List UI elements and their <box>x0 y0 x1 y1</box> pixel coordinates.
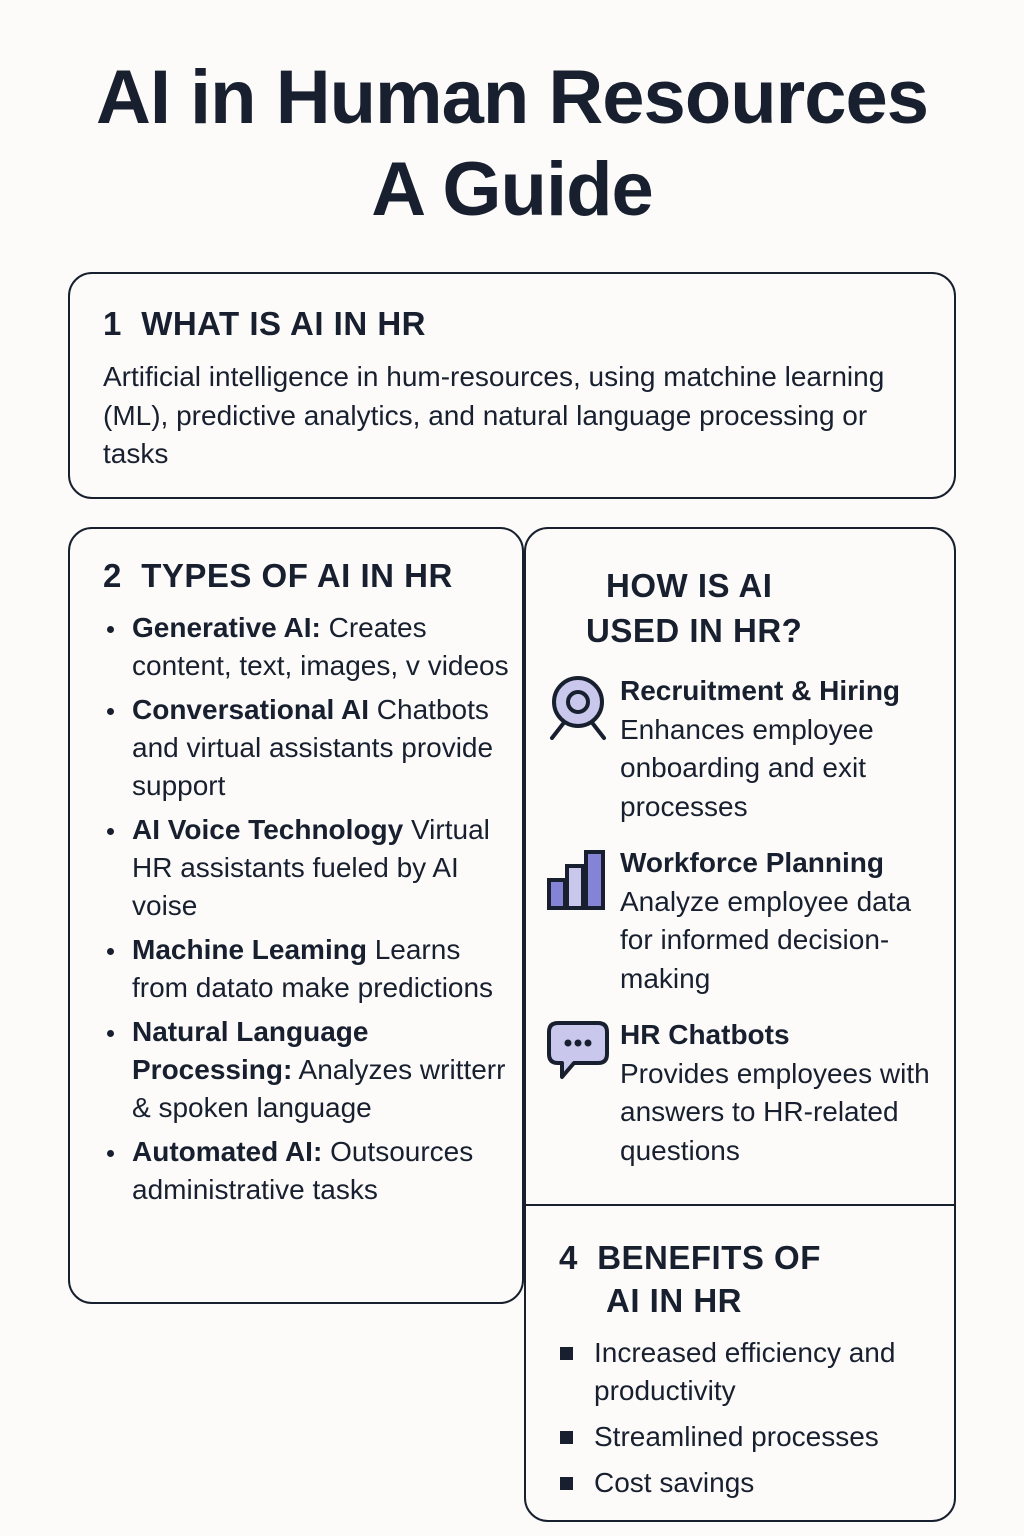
types-list <box>104 609 514 1215</box>
use-item-recruitment <box>546 672 946 826</box>
list-item <box>104 691 514 805</box>
section-heading: 2 TYPES OF AI IN HR <box>103 557 453 594</box>
section-heading-line-1: 4 BENEFITS OF <box>559 1239 821 1276</box>
bar-chart-icon <box>546 844 620 917</box>
item-title: HR Chatbots <box>620 1019 790 1050</box>
item-title: Conversational AI <box>132 694 370 725</box>
item-title: Generative AI: <box>132 612 321 643</box>
item-text: Outsources administrative tasks <box>132 1136 474 1205</box>
section-what-is-ai <box>68 272 956 499</box>
item-text: Analyze employee data for informed decision-making <box>620 885 912 994</box>
list-item <box>104 609 514 685</box>
use-item-chatbots <box>546 1016 946 1170</box>
item-title: Machine Leaming <box>132 934 367 965</box>
section-heading-line-2: USED IN HR? <box>586 612 803 649</box>
recruitment-icon <box>546 672 620 753</box>
item-text: Creates content, text, images, v videos <box>132 612 509 681</box>
item-text: Virtual HR assistants fueled by AI voise <box>132 814 490 921</box>
section-types-of-ai <box>68 527 524 1304</box>
section-how-ai-used <box>524 527 956 1207</box>
list-item: Increased efficiency and productivity <box>560 1334 930 1410</box>
use-item-text-block <box>620 844 930 998</box>
item-text: Chatbots and virtual assistants provide support <box>132 694 494 801</box>
benefits-list <box>560 1334 930 1510</box>
section-heading: 1 WHAT IS AI IN HR <box>103 305 426 342</box>
item-title: Natural Language Processing: <box>132 1016 369 1085</box>
uses-list <box>546 672 946 1170</box>
item-title: Automated AI: <box>132 1136 323 1167</box>
list-item <box>104 1013 514 1127</box>
title-line-1: AI in Human Resources <box>95 55 929 140</box>
item-title: Recruitment & Hiring <box>620 675 901 706</box>
list-item: Streamlined processes <box>560 1418 930 1456</box>
section-body: Artificial intelligence in hum-resources, using matchine learning (ML), predictive analytics, and natural language processing or tasks <box>103 361 885 469</box>
item-text: Provides employees with answers to HR-related questions <box>620 1057 930 1166</box>
section-heading-line-2: AI IN HR <box>606 1282 742 1319</box>
item-title: Workforce Planning <box>620 847 884 878</box>
list-item <box>104 931 514 1007</box>
section-heading-line-1: HOW IS AI <box>606 567 773 604</box>
list-item <box>104 1133 514 1209</box>
use-item-text-block <box>620 672 930 826</box>
list-item: Cost savings <box>560 1464 930 1502</box>
item-text: Analyzes writterr & spoken language <box>132 1054 506 1123</box>
section-benefits <box>524 1204 956 1522</box>
use-item-workforce <box>546 844 946 998</box>
list-item <box>104 811 514 925</box>
use-item-text-block <box>620 1016 930 1170</box>
chat-bubble-icon <box>546 1016 620 1087</box>
item-title: AI Voice Technology <box>132 814 404 845</box>
item-text: Enhances employee onboarding and exit processes <box>620 713 874 822</box>
item-text: Learns from datato make predictions <box>132 934 494 1003</box>
title-line-2: A Guide <box>371 147 653 232</box>
